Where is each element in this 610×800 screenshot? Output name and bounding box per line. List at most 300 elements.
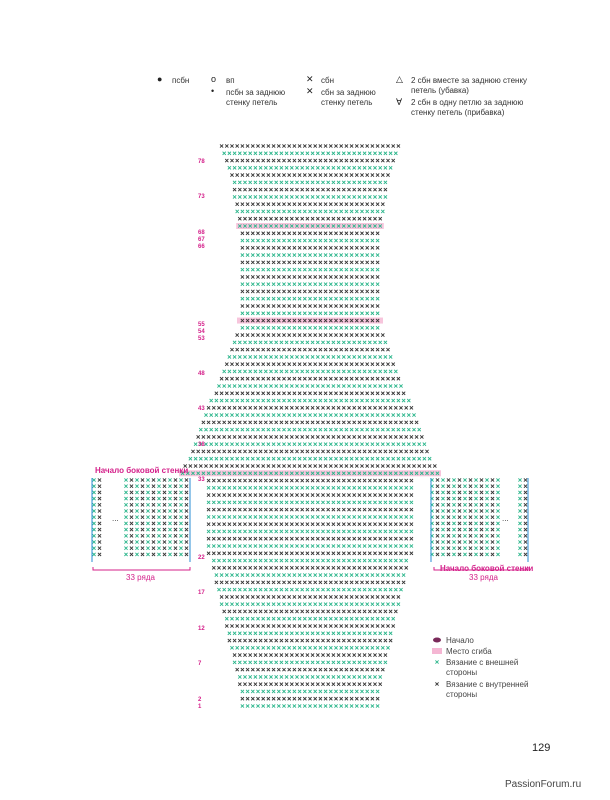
stitch-r31-30 — [363, 486, 366, 489]
stitch-r7-20 — [337, 661, 340, 664]
right-panel-grid-st — [485, 528, 488, 531]
stitch-r2-4 — [262, 697, 265, 700]
stitch-r63-22 — [355, 253, 358, 256]
stitch-r34-48 — [433, 464, 436, 467]
stitch-r21-26 — [347, 559, 350, 562]
stitch-r48-11 — [282, 363, 285, 366]
stitch-r25-21 — [316, 530, 319, 533]
stitch-r51-10 — [285, 341, 288, 344]
stitch-r77-31 — [384, 152, 387, 155]
stitch-r5-21 — [347, 675, 350, 678]
stitch-r62-12 — [303, 261, 306, 264]
stitch-r36-31 — [353, 450, 356, 453]
stitch-r61-18 — [334, 268, 337, 271]
stitch-r75-10 — [280, 166, 283, 169]
stitch-r45-33 — [389, 384, 392, 387]
stitch-r77-6 — [254, 152, 257, 155]
right-panel-col-st — [518, 547, 521, 550]
stitch-r40-40 — [410, 421, 413, 424]
left-panel-col-st — [98, 534, 101, 537]
left-bracket — [93, 567, 190, 570]
stitch-r5-23 — [358, 675, 361, 678]
stitch-r76-0 — [225, 159, 228, 162]
stitch-r76-22 — [340, 159, 343, 162]
left-panel-grid-st — [152, 516, 155, 519]
stitch-r35-29 — [340, 457, 343, 460]
stitch-r53-20 — [345, 326, 348, 329]
stitch-r9-22 — [345, 646, 348, 649]
stitch-r38-6 — [228, 435, 231, 438]
stitch-r42-33 — [379, 406, 382, 409]
stitch-r2-18 — [334, 697, 337, 700]
stitch-r61-13 — [308, 268, 311, 271]
stitch-r25-36 — [394, 530, 397, 533]
stitch-r10-6 — [259, 639, 262, 642]
stitch-r76-1 — [230, 159, 233, 162]
stitch-r60-22 — [355, 275, 358, 278]
stitch-r9-12 — [293, 646, 296, 649]
stitch-r72-28 — [379, 188, 382, 191]
stitch-r21-19 — [311, 559, 314, 562]
stitch-r55-8 — [282, 312, 285, 315]
stitch-r65-16 — [324, 239, 327, 242]
right-panel-grid-st — [463, 478, 466, 481]
right-panel-grid-st — [485, 534, 488, 537]
stitch-r30-18 — [301, 493, 304, 496]
stitch-r70-9 — [282, 203, 285, 206]
stitch-r44-25 — [345, 392, 348, 395]
stitch-r28-5 — [233, 508, 236, 511]
left-panel-col-st — [98, 503, 101, 506]
stitch-r35-27 — [329, 457, 332, 460]
stitch-r16-13 — [288, 595, 291, 598]
stitch-r24-14 — [280, 537, 283, 540]
stitch-r14-17 — [311, 610, 314, 613]
right-panel-col-st — [524, 534, 527, 537]
stitch-r20-8 — [254, 566, 257, 569]
stitch-r57-20 — [345, 297, 348, 300]
stitch-r31-0 — [207, 486, 210, 489]
stitch-r28-35 — [389, 508, 392, 511]
stitch-r28-36 — [394, 508, 397, 511]
stitch-r57-12 — [303, 297, 306, 300]
stitch-r26-19 — [306, 523, 309, 526]
stitch-r28-3 — [223, 508, 226, 511]
right-panel-col-st — [524, 491, 527, 494]
right-panel-grid-st — [447, 497, 450, 500]
stitch-r40-38 — [399, 421, 402, 424]
right-panel-grid-st — [485, 491, 488, 494]
stitch-r42-1 — [212, 406, 215, 409]
stitch-r37-9 — [241, 443, 244, 446]
stitch-r6-1 — [241, 668, 244, 671]
stitch-r18-4 — [236, 581, 239, 584]
stitch-r77-10 — [275, 152, 278, 155]
stitch-r39-15 — [277, 428, 280, 431]
stitch-r34-19 — [282, 464, 285, 467]
stitch-r59-22 — [355, 283, 358, 286]
stitch-r19-35 — [397, 573, 400, 576]
stitch-r40-41 — [415, 421, 418, 424]
right-panel-grid-st — [496, 509, 499, 512]
stitch-r35-12 — [251, 457, 254, 460]
stitch-r6-19 — [334, 668, 337, 671]
stitch-r43-33 — [381, 399, 384, 402]
stitch-r58-15 — [319, 290, 322, 293]
right-panel-grid-st — [496, 478, 499, 481]
stitch-r44-36 — [402, 392, 405, 395]
left-panel-grid-st — [124, 528, 127, 531]
stitch-r7-21 — [342, 661, 345, 664]
left-panel-col-st — [92, 547, 95, 550]
stitch-r30-25 — [337, 493, 340, 496]
stitch-r51-13 — [301, 341, 304, 344]
right-panel-grid-st — [452, 503, 455, 506]
stitch-r69-26 — [371, 210, 374, 213]
stitch-r36-10 — [243, 450, 246, 453]
stitch-r61-5 — [267, 268, 270, 271]
stitch-r51-20 — [337, 341, 340, 344]
stitch-r41-16 — [288, 413, 291, 416]
stitch-r72-7 — [269, 188, 272, 191]
stitch-r35-35 — [371, 457, 374, 460]
stitch-r72-18 — [327, 188, 330, 191]
stitch-r72-21 — [342, 188, 345, 191]
stitch-r14-20 — [327, 610, 330, 613]
stitch-r52-27 — [376, 333, 379, 336]
stitch-r8-16 — [316, 653, 319, 656]
stitch-r25-3 — [223, 530, 226, 533]
stitch-r55-7 — [277, 312, 280, 315]
stitch-r41-27 — [345, 413, 348, 416]
stitch-r22-32 — [373, 552, 376, 555]
stitch-r27-14 — [280, 515, 283, 518]
stitch-r48-18 — [319, 363, 322, 366]
left-panel-grid-st — [135, 485, 138, 488]
right-panel-grid-st — [452, 540, 455, 543]
stitch-r47-8 — [264, 370, 267, 373]
stitch-r11-21 — [337, 632, 340, 635]
stitch-r35-36 — [376, 457, 379, 460]
stitch-r7-19 — [332, 661, 335, 664]
stitch-r51-25 — [363, 341, 366, 344]
stitch-r41-29 — [355, 413, 358, 416]
stitch-r35-3 — [204, 457, 207, 460]
stitch-r25-37 — [399, 530, 402, 533]
stitch-r52-5 — [262, 333, 265, 336]
stitch-r17-16 — [301, 588, 304, 591]
stitch-r50-30 — [386, 348, 389, 351]
stitch-r23-30 — [363, 544, 366, 547]
stitch-r75-23 — [347, 166, 350, 169]
stitch-r78-8 — [262, 144, 265, 147]
stitch-r74-1 — [236, 173, 239, 176]
left-panel-grid-st — [168, 528, 171, 531]
stitch-r8-29 — [384, 653, 387, 656]
stitch-r46-7 — [256, 377, 259, 380]
left-panel-grid-st — [146, 503, 149, 506]
stitch-r25-20 — [311, 530, 314, 533]
stitch-r72-14 — [306, 188, 309, 191]
stitch-r39-39 — [402, 428, 405, 431]
stitch-r38-23 — [316, 435, 319, 438]
stitch-r20-19 — [311, 566, 314, 569]
stitch-r48-20 — [329, 363, 332, 366]
stitch-r37-28 — [340, 443, 343, 446]
stitch-r39-12 — [262, 428, 265, 431]
stitch-r48-15 — [303, 363, 306, 366]
stitch-r75-31 — [389, 166, 392, 169]
stitch-r20-24 — [337, 566, 340, 569]
left-panel-grid-st — [174, 534, 177, 537]
stitch-r37-3 — [210, 443, 213, 446]
stitch-r32-8 — [249, 479, 252, 482]
stitch-r39-28 — [345, 428, 348, 431]
stitch-r15-28 — [366, 603, 369, 606]
stitch-r39-18 — [293, 428, 296, 431]
stitch-r62-6 — [272, 261, 275, 264]
stitch-r17-27 — [358, 588, 361, 591]
stitch-r48-26 — [360, 363, 363, 366]
stitch-r34-47 — [428, 464, 431, 467]
stitch-r15-31 — [381, 603, 384, 606]
stitch-r40-9 — [249, 421, 252, 424]
stitch-r13-26 — [360, 617, 363, 620]
stitch-r50-25 — [360, 348, 363, 351]
right-panel-grid-st — [441, 553, 444, 556]
stitch-r73-15 — [311, 181, 314, 184]
stitch-r13-1 — [230, 617, 233, 620]
stitch-r72-19 — [332, 188, 335, 191]
stitch-r68-8 — [280, 217, 283, 220]
stitch-r63-13 — [308, 253, 311, 256]
stitch-r15-1 — [225, 603, 228, 606]
stitch-r11-15 — [306, 632, 309, 635]
stitch-r16-2 — [230, 595, 233, 598]
stitch-r35-1 — [194, 457, 197, 460]
stitch-r7-14 — [306, 661, 309, 664]
stitch-r41-20 — [308, 413, 311, 416]
left-panel-grid-st — [130, 497, 133, 500]
stitch-r32-6 — [238, 479, 241, 482]
stitch-r19-7 — [251, 573, 254, 576]
stitch-r44-1 — [220, 392, 223, 395]
stitch-r17-13 — [285, 588, 288, 591]
stitch-r72-5 — [259, 188, 262, 191]
right-panel-grid-st — [436, 547, 439, 550]
dot-icon: • — [211, 86, 215, 96]
stitch-r70-27 — [376, 203, 379, 206]
stitch-r36-21 — [301, 450, 304, 453]
stitch-r37-21 — [303, 443, 306, 446]
stitch-r57-16 — [324, 297, 327, 300]
right-panel-grid-st — [436, 497, 439, 500]
stitch-r26-21 — [316, 523, 319, 526]
stitch-r58-5 — [267, 290, 270, 293]
stitch-r50-9 — [277, 348, 280, 351]
stitch-r34-13 — [251, 464, 254, 467]
stitch-r74-30 — [386, 173, 389, 176]
stitch-r30-11 — [264, 493, 267, 496]
stitch-r55-15 — [319, 312, 322, 315]
left-panel-grid-st — [174, 547, 177, 550]
right-panel-grid-st — [447, 503, 450, 506]
stitch-r18-2 — [225, 581, 228, 584]
stitch-r10-23 — [347, 639, 350, 642]
stitch-r71-11 — [290, 195, 293, 198]
stitch-r39-31 — [360, 428, 363, 431]
stitch-r78-20 — [324, 144, 327, 147]
left-panel-grid-st — [179, 485, 182, 488]
stitch-r27-23 — [327, 515, 330, 518]
left-panel-grid-st — [168, 503, 171, 506]
stitch-r18-22 — [329, 581, 332, 584]
right-panel-grid-st — [496, 491, 499, 494]
stitch-r29-33 — [379, 501, 382, 504]
stitch-r74-29 — [381, 173, 384, 176]
stitch-r17-20 — [321, 588, 324, 591]
stitch-r13-10 — [277, 617, 280, 620]
stitch-r5-14 — [311, 675, 314, 678]
stitch-r77-4 — [243, 152, 246, 155]
stitch-r12-32 — [392, 624, 395, 627]
left-panel-grid-st — [135, 497, 138, 500]
stitch-r56-7 — [277, 304, 280, 307]
stitch-r2-19 — [340, 697, 343, 700]
stitch-r9-2 — [241, 646, 244, 649]
stitch-r70-16 — [319, 203, 322, 206]
right-panel-grid-st — [491, 516, 494, 519]
stitch-r66-4 — [262, 232, 265, 235]
stitch-r46-0 — [220, 377, 223, 380]
stitch-r24-4 — [228, 537, 231, 540]
stitch-r52-16 — [319, 333, 322, 336]
stitch-r35-31 — [350, 457, 353, 460]
stitch-r43-23 — [329, 399, 332, 402]
stitch-r36-43 — [415, 450, 418, 453]
stitch-r65-20 — [345, 239, 348, 242]
stitch-r25-15 — [285, 530, 288, 533]
stitch-r23-15 — [285, 544, 288, 547]
stitch-r48-9 — [272, 363, 275, 366]
stitch-r27-36 — [394, 515, 397, 518]
stitch-r55-26 — [376, 312, 379, 315]
left-panel-grid-st — [157, 497, 160, 500]
stitch-r53-1 — [246, 326, 249, 329]
right-panel-grid-st — [491, 534, 494, 537]
stitch-r11-1 — [233, 632, 236, 635]
stitch-r22-23 — [327, 552, 330, 555]
stitch-r50-7 — [267, 348, 270, 351]
stitch-r47-0 — [223, 370, 226, 373]
stitch-r13-25 — [355, 617, 358, 620]
stitch-r77-11 — [280, 152, 283, 155]
stitch-r25-27 — [347, 530, 350, 533]
stitch-r14-28 — [368, 610, 371, 613]
stitch-r22-15 — [285, 552, 288, 555]
stitch-r37-40 — [402, 443, 405, 446]
stitch-r64-7 — [277, 246, 280, 249]
stitch-r50-6 — [262, 348, 265, 351]
stitch-r41-2 — [215, 413, 218, 416]
stitch-r9-18 — [324, 646, 327, 649]
stitch-r19-27 — [355, 573, 358, 576]
right-panel-grid-st — [469, 516, 472, 519]
stitch-r8-7 — [269, 653, 272, 656]
stitch-r72-3 — [249, 188, 252, 191]
left-panel-grid-st — [141, 534, 144, 537]
stitch-r70-17 — [324, 203, 327, 206]
stitch-r31-37 — [399, 486, 402, 489]
stitch-r66-22 — [355, 232, 358, 235]
stitch-r37-15 — [272, 443, 275, 446]
left-panel-grid-st — [152, 491, 155, 494]
stitch-r57-2 — [251, 297, 254, 300]
stitch-r34-46 — [423, 464, 426, 467]
stitch-r39-29 — [350, 428, 353, 431]
stitch-r37-37 — [386, 443, 389, 446]
stitch-r36-3 — [207, 450, 210, 453]
stitch-r63-24 — [366, 253, 369, 256]
right-panel-grid-st — [458, 528, 461, 531]
stitch-r18-21 — [324, 581, 327, 584]
stitch-r77-28 — [368, 152, 371, 155]
stitch-r38-37 — [389, 435, 392, 438]
stitch-r19-16 — [298, 573, 301, 576]
stitch-r8-14 — [306, 653, 309, 656]
stitch-r38-24 — [321, 435, 324, 438]
stitch-r57-3 — [256, 297, 259, 300]
stitch-r14-22 — [337, 610, 340, 613]
stitch-r31-31 — [368, 486, 371, 489]
stitch-r58-11 — [298, 290, 301, 293]
stitch-r46-5 — [246, 377, 249, 380]
stitch-r26-36 — [394, 523, 397, 526]
stitch-r45-21 — [327, 384, 330, 387]
stitch-r38-5 — [223, 435, 226, 438]
left-panel-grid-st — [141, 497, 144, 500]
stitch-r3-3 — [256, 690, 259, 693]
stitch-r64-13 — [308, 246, 311, 249]
stitch-r25-29 — [358, 530, 361, 533]
stitch-r43-16 — [293, 399, 296, 402]
stitch-r76-20 — [329, 159, 332, 162]
stitch-r56-1 — [246, 304, 249, 307]
left-panel-grid-st — [185, 491, 188, 494]
stitch-r28-8 — [249, 508, 252, 511]
row-67: 67 — [198, 237, 205, 243]
left-panel-grid-st — [124, 540, 127, 543]
stitch-r42-12 — [269, 406, 272, 409]
stitch-r39-24 — [324, 428, 327, 431]
stitch-r53-23 — [360, 326, 363, 329]
stitch-r36-28 — [337, 450, 340, 453]
row-53: 53 — [198, 336, 205, 342]
stitch-r50-11 — [288, 348, 291, 351]
stitch-r49-22 — [342, 355, 345, 358]
stitch-r36-32 — [358, 450, 361, 453]
stitch-r39-13 — [267, 428, 270, 431]
stitch-r1-19 — [340, 704, 343, 707]
stitch-r23-21 — [316, 544, 319, 547]
stitch-r21-8 — [254, 559, 257, 562]
stitch-r12-2 — [236, 624, 239, 627]
stitch-r45-15 — [295, 384, 298, 387]
stitch-r46-4 — [241, 377, 244, 380]
stitch-r26-12 — [269, 523, 272, 526]
left-panel-grid-st — [135, 516, 138, 519]
stitch-r21-13 — [280, 559, 283, 562]
